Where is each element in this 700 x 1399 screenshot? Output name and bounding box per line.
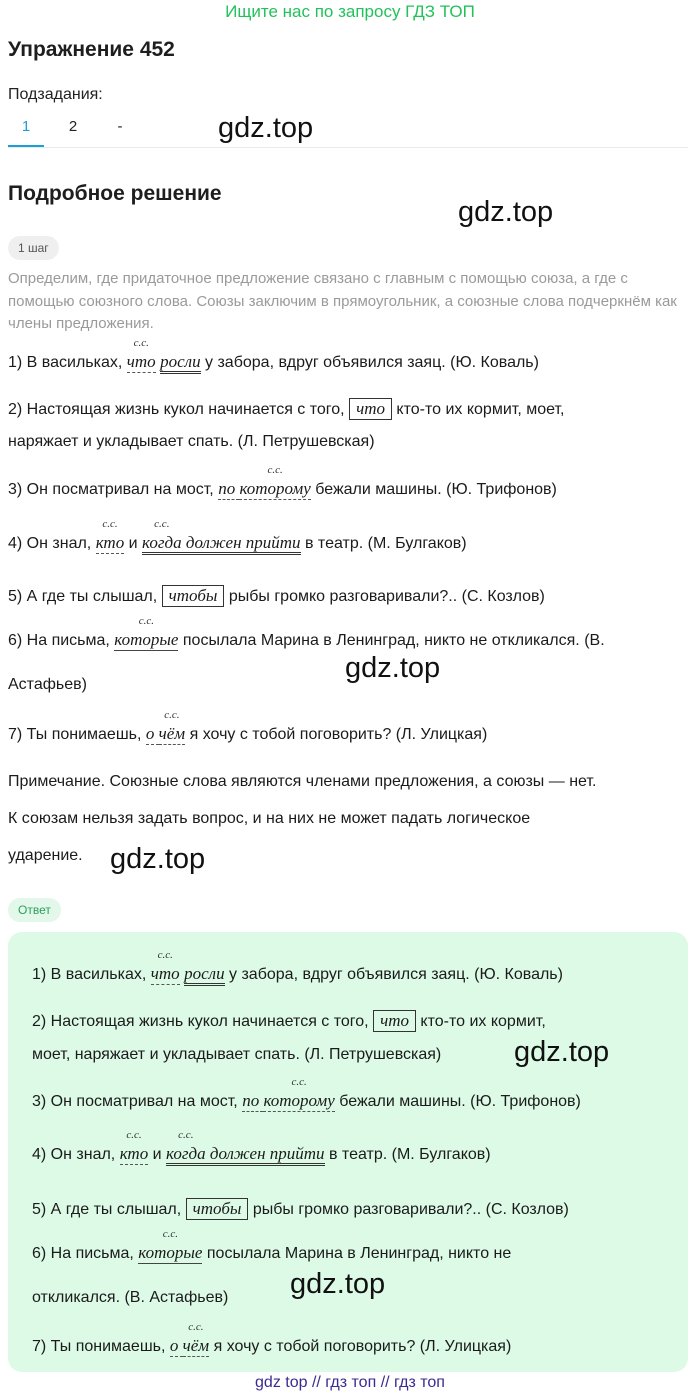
mark: с.с.	[162, 1228, 178, 1240]
mark: с.с.	[102, 518, 118, 530]
watermark: gdz.top	[218, 112, 314, 144]
conjunctive-word	[239, 464, 311, 499]
note-line-1: Примечание. Союзные слова являются членами предложения, а союзы — нет.	[8, 773, 597, 790]
conjunctive-word	[182, 1321, 210, 1356]
text: кто-то их кормит,	[415, 1013, 546, 1030]
text: 1) В васильках,	[32, 966, 151, 983]
boxed-conjunction: что	[349, 398, 392, 420]
answer-sentence-4	[32, 1129, 491, 1164]
watermark: gdz.top	[458, 196, 554, 228]
conjunctive-word	[166, 1129, 206, 1164]
text: у забора, вдруг объявился заяц. (Ю. Коваль)	[224, 966, 563, 983]
predicate: должен прийти	[206, 1144, 325, 1166]
subtask-tabs	[8, 112, 688, 148]
conjunctive-word	[158, 709, 186, 744]
text: 2) Настоящая жизнь кукол начинается с того,	[32, 1013, 374, 1030]
predicate: должен прийти	[182, 533, 301, 555]
answer-sentence-2	[32, 1010, 546, 1032]
subtasks-label: Подзадания:	[8, 86, 103, 103]
word: что	[150, 964, 180, 983]
conjunctive-word	[119, 1129, 149, 1164]
solution-sentence-7	[8, 709, 488, 744]
text: бежали машины. (Ю. Трифонов)	[334, 1093, 581, 1110]
text: 2) Настоящая жизнь кукол начинается с того,	[8, 401, 350, 418]
tab-2[interactable]: 2	[68, 118, 78, 135]
mark: с.с.	[291, 1076, 307, 1088]
text: рыбы громко разговаривали?.. (С. Козлов)	[224, 588, 545, 605]
text: в театр. (М. Булгаков)	[324, 1146, 491, 1163]
conjunctive-word	[138, 1228, 203, 1263]
answer-sentence-3	[32, 1076, 581, 1111]
text: я хочу с тобой поговорить? (Л. Улицкая)	[185, 726, 488, 743]
word: когда	[166, 1144, 206, 1166]
text: 7) Ты понимаешь,	[8, 726, 146, 743]
word: которому	[263, 1091, 335, 1110]
top-banner: Ищите нас по запросу ГДЗ ТОП	[225, 2, 475, 21]
conjunctive-word	[142, 518, 182, 553]
word: чём	[182, 1336, 210, 1355]
answer-sentence-5	[32, 1198, 569, 1220]
solution-sentence-6	[8, 615, 605, 650]
conjunctive-word	[95, 518, 125, 553]
tab-1[interactable]: 1	[8, 118, 44, 147]
mark: с.с.	[138, 615, 154, 627]
solution-sentence-5	[8, 585, 545, 607]
solution-sentence-6-cont: Астафьев)	[8, 676, 87, 693]
watermark: gdz.top	[514, 1036, 610, 1068]
text: кто-то их кормит, моет,	[391, 401, 565, 418]
solution-sentence-1	[8, 337, 539, 372]
text: 4) Он знал,	[8, 535, 96, 552]
text: 5) А где ты слышал,	[8, 588, 162, 605]
word: которому	[239, 479, 311, 498]
boxed-conjunction: чтобы	[186, 1198, 249, 1220]
note-line-3: ударение.	[8, 847, 83, 864]
answer-sentence-6-cont: откликался. (В. Астафьев)	[32, 1289, 229, 1306]
preposition: по	[218, 479, 240, 498]
tab-dash[interactable]: -	[117, 118, 123, 135]
text: 3) Он посматривал на мост,	[8, 481, 219, 498]
preposition: о	[145, 724, 159, 743]
text: рыбы громко разговаривали?.. (С. Козлов)	[248, 1201, 569, 1218]
preposition: по	[242, 1091, 264, 1110]
text: 6) На письма,	[8, 632, 115, 649]
watermark: gdz.top	[345, 652, 441, 684]
intro-text: Определим, где придаточное предложение связано с главным с помощью союза, а где с помощью союзного слова. Союзы заключим в прямоугольник, а союзные слова подчеркнём как члены предложения.	[8, 270, 677, 332]
word: что	[126, 352, 156, 371]
text: посылала Марина в Ленинград, никто не откликался. (В.	[178, 632, 605, 649]
text: 1) В васильках,	[8, 354, 127, 371]
word: которые	[138, 1243, 203, 1262]
text: 5) А где ты слышал,	[32, 1201, 186, 1218]
answer-sentence-7	[32, 1321, 512, 1356]
mark: с.с.	[178, 1129, 194, 1141]
section-title: Подробное решение	[8, 182, 222, 205]
footer-links[interactable]: gdz top // гдз топ // гдз топ	[255, 1374, 445, 1391]
mark: с.с.	[154, 518, 170, 530]
word: кто	[119, 1144, 149, 1163]
answer-sentence-6	[32, 1228, 512, 1263]
answer-badge: Ответ	[8, 898, 61, 922]
word: кто	[95, 533, 125, 552]
boxed-conjunction: чтобы	[162, 585, 225, 607]
boxed-conjunction: что	[373, 1010, 416, 1032]
text: 6) На письма,	[32, 1245, 139, 1262]
predicate: росли	[184, 964, 224, 986]
text: 4) Он знал,	[32, 1146, 120, 1163]
step-badge: 1 шаг	[8, 236, 59, 260]
text: посылала Марина в Ленинград, никто не	[202, 1245, 512, 1262]
text: и	[148, 1146, 167, 1163]
text: я хочу с тобой поговорить? (Л. Улицкая)	[209, 1338, 512, 1355]
text: 3) Он посматривал на мост,	[32, 1093, 243, 1110]
solution-sentence-2-cont: наряжает и укладывает спать. (Л. Петрушевская)	[8, 433, 375, 450]
page-title: Упражнение 452	[8, 38, 175, 61]
answer-sentence-1	[32, 949, 563, 984]
conjunctive-word	[150, 949, 180, 984]
word: которые	[114, 630, 179, 649]
mark: с.с.	[188, 1321, 204, 1333]
mark: с.с.	[267, 464, 283, 476]
answer-sentence-2-cont: моет, наряжает и укладывает спать. (Л. Петрушевская)	[32, 1046, 442, 1063]
mark: с.с.	[133, 337, 149, 349]
predicate: росли	[160, 352, 200, 374]
conjunctive-word	[263, 1076, 335, 1111]
watermark: gdz.top	[110, 843, 206, 875]
note-line-2: К союзам нельзя задать вопрос, и на них не может падать логическое	[8, 810, 531, 827]
text: и	[124, 535, 143, 552]
mark: с.с.	[126, 1129, 142, 1141]
solution-sentence-4	[8, 518, 467, 553]
mark: с.с.	[164, 709, 180, 721]
text: в театр. (М. Булгаков)	[300, 535, 467, 552]
conjunctive-word	[114, 615, 179, 650]
text: 7) Ты понимаешь,	[32, 1338, 170, 1355]
preposition: о	[169, 1336, 183, 1355]
word: чём	[158, 724, 186, 743]
text: у забора, вдруг объявился заяц. (Ю. Коваль)	[200, 354, 539, 371]
watermark: gdz.top	[290, 1268, 386, 1300]
conjunctive-word	[126, 337, 156, 372]
solution-sentence-2	[8, 398, 564, 420]
text: бежали машины. (Ю. Трифонов)	[310, 481, 557, 498]
word: когда	[142, 533, 182, 555]
solution-sentence-3	[8, 464, 557, 499]
mark: с.с.	[157, 949, 173, 961]
